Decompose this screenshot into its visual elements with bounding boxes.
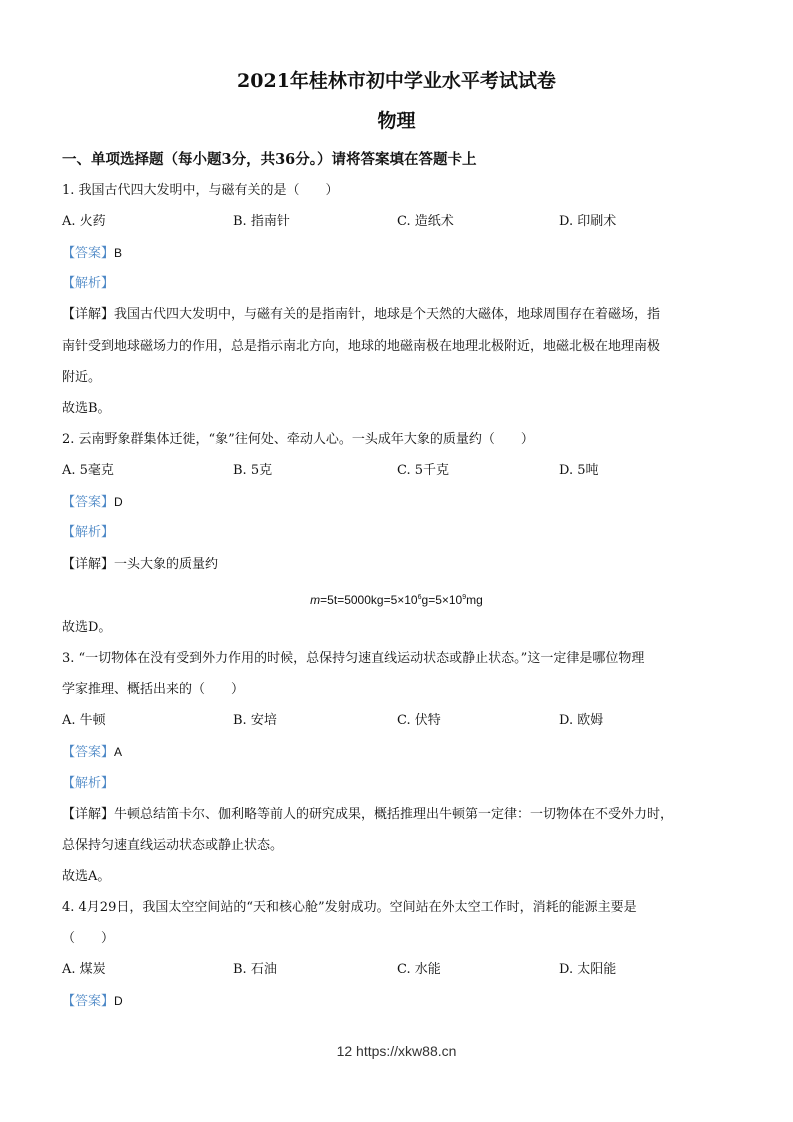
q1-detail-line-2: 南针受到地球磁场力的作用，总是指示南北方向，地球的地磁南极在地理北极附近，地磁北极在地理南极	[62, 339, 661, 354]
q3-detail-line-1: 【详解】牛顿总结笛卡尔、伽利略等前人的研究成果，概括推理出牛顿第一定律：一切物体在不受外力时，	[62, 807, 674, 822]
question-4-stem-line-1: 4. 4月29日，我国太空空间站的“天和核心舱”发射成功。空间站在外太空工作时，消耗的能源主要是	[62, 900, 637, 915]
q4-option-d: D. 太阳能	[559, 962, 617, 977]
subject-title: 物理	[377, 110, 416, 132]
q1-detail-line-3: 附近。	[62, 370, 102, 385]
q3-analysis-label: 【解析】	[62, 776, 115, 791]
q1-option-c: C. 造纸术	[397, 214, 454, 229]
q3-option-d: D. 欧姆	[559, 713, 604, 728]
q3-option-b: B. 安培	[233, 713, 277, 728]
q4-option-b: B. 石油	[233, 962, 277, 977]
q4-answer: 【答案】D	[62, 994, 123, 1009]
q4-option-c: C. 水能	[397, 962, 441, 977]
question-1-stem: 1. 我国古代四大发明中，与磁有关的是（ ）	[62, 183, 339, 198]
q1-detail-line-1: 【详解】我国古代四大发明中，与磁有关的是指南针，地球是个天然的大磁体，地球周围存在着磁场，指	[62, 307, 661, 322]
q1-conclusion: 故选B。	[62, 401, 111, 416]
q2-option-c: C. 5千克	[397, 463, 450, 478]
q1-option-b: B. 指南针	[233, 214, 290, 229]
q2-option-d: D. 5吨	[559, 463, 599, 478]
q4-option-a: A. 煤炭	[62, 962, 106, 977]
section-heading: 一、单项选择题（每小题3分，共36分。）请将答案填在答题卡上	[62, 151, 477, 168]
q2-formula: $m=5t=5000kg=5\times 10^6g=5\times 10^9mg$	[310, 593, 483, 607]
q3-option-a: A. 牛顿	[62, 713, 106, 728]
q2-conclusion: 故选D。	[62, 620, 112, 635]
q2-answer: 【答案】D	[62, 495, 123, 510]
q1-option-d: D. 印刷术	[559, 214, 617, 229]
exam-title: 2021年桂林市初中学业水平考试试卷	[237, 70, 556, 92]
q3-detail-line-2: 总保持匀速直线运动状态或静止状态。	[62, 838, 284, 853]
q2-analysis-label: 【解析】	[62, 525, 115, 540]
q2-option-a: A. 5毫克	[62, 463, 114, 478]
q2-detail-line-1: 【详解】一头大象的质量约	[62, 557, 219, 572]
q3-answer: 【答案】A	[62, 745, 123, 760]
q1-option-a: A. 火药	[62, 214, 106, 229]
question-3-stem-line-2: 学家推理、概括出来的（ ）	[62, 682, 245, 697]
question-4-stem-line-2: （ ）	[62, 931, 115, 946]
q3-option-c: C. 伏特	[397, 713, 441, 728]
q3-conclusion: 故选A。	[62, 869, 111, 884]
question-3-stem-line-1: 3. “一切物体在没有受到外力作用的时候，总保持匀速直线运动状态或静止状态。”这一定律是哪位物理	[62, 651, 645, 666]
q1-answer: 【答案】B	[62, 246, 123, 261]
q2-option-b: B. 5克	[233, 463, 273, 478]
question-2-stem: 2. 云南野象群集体迁徙，“象”往何处、牵动人心。一头成年大象的质量约（ ）	[62, 432, 534, 447]
page-footer: 12 https://xkw88.cn	[336, 1043, 457, 1059]
q1-analysis-label: 【解析】	[62, 276, 115, 291]
